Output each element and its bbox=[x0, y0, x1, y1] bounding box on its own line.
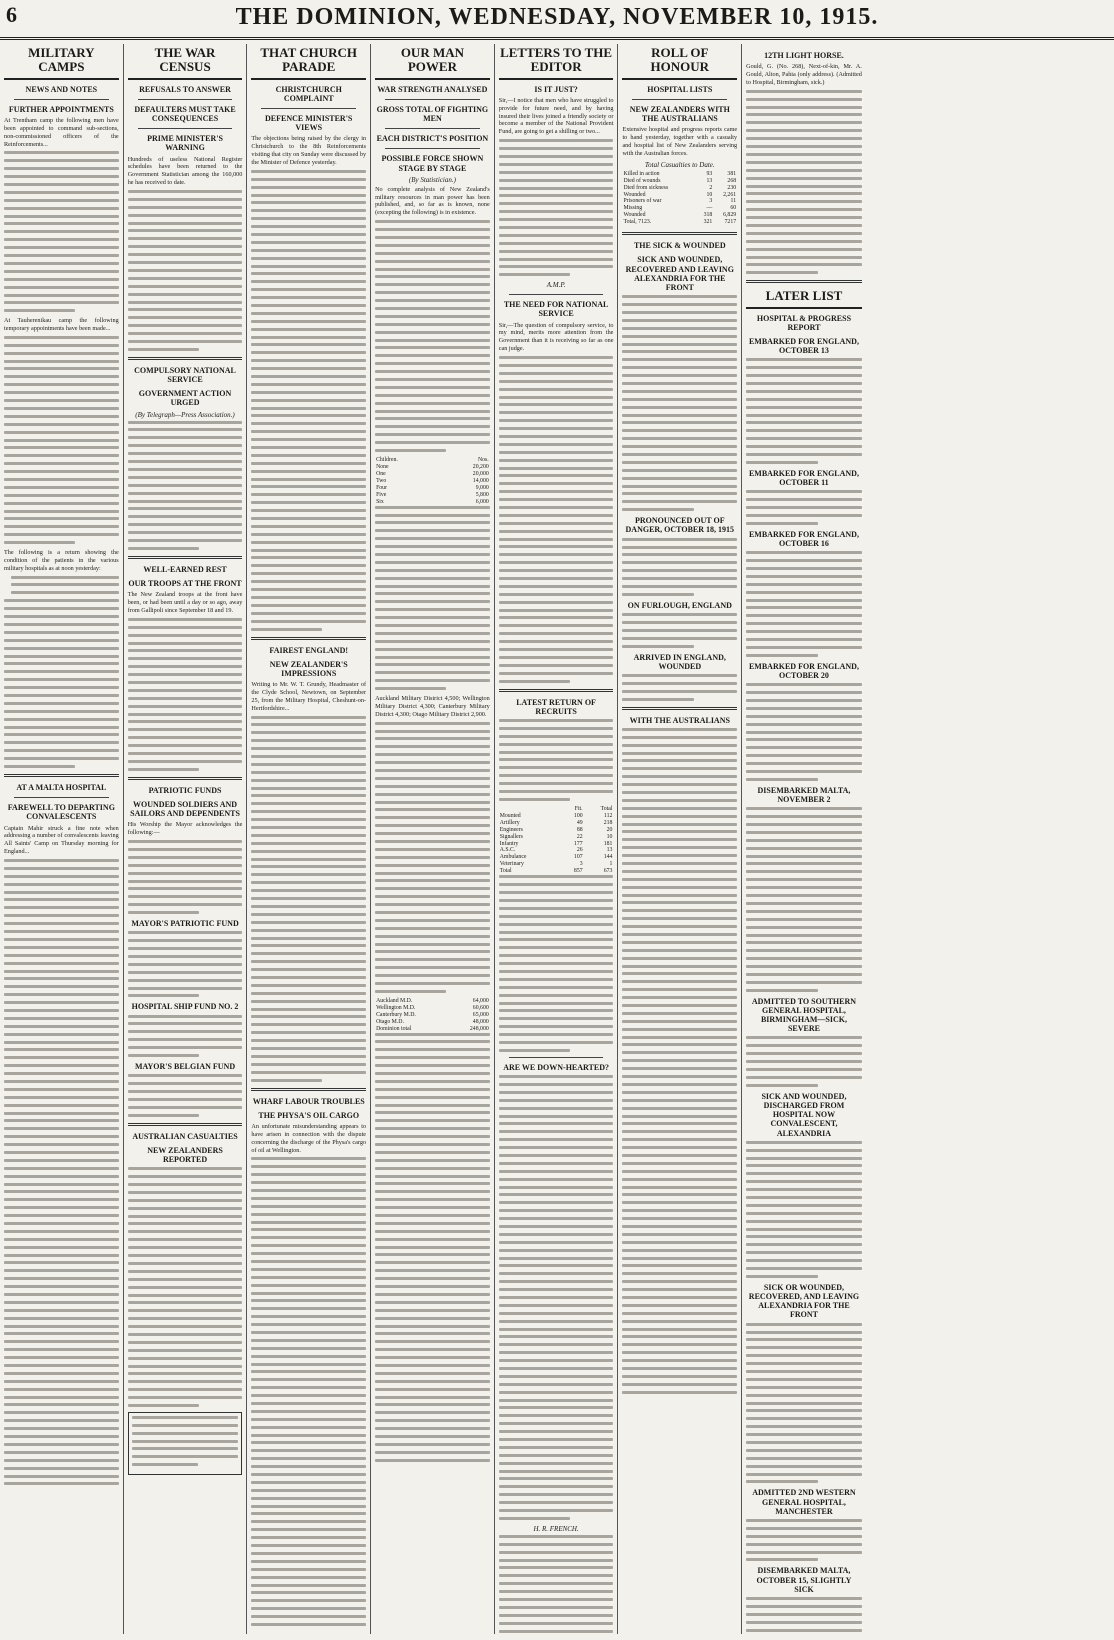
subhead: DISEMBARKED MALTA, NOVEMBER 2 bbox=[757, 785, 851, 805]
table-row: Five 5,800 bbox=[376, 491, 489, 498]
casualty-list bbox=[622, 728, 737, 1394]
page-number: 6 bbox=[6, 2, 17, 27]
subhead: SICK AND WOUNDED, DISCHARGED FROM HOSPITAL NOW CONVALESCENT, ALEXANDRIA bbox=[761, 1091, 847, 1138]
subhead: EACH DISTRICT'S POSITION bbox=[376, 134, 489, 144]
headline-church-parade: THAT CHURCH PARADE bbox=[251, 46, 366, 80]
divider bbox=[14, 99, 109, 100]
column-war-census bbox=[124, 44, 248, 1634]
advertisement bbox=[128, 1412, 243, 1475]
divider bbox=[385, 128, 480, 129]
article-lead: At Trentham camp the following men have been appointed to command sub-sections, non-commissioned officers of the Reinforcements... bbox=[4, 116, 119, 148]
table-row: Died from sickness 2 230 bbox=[623, 184, 737, 191]
column-man-power bbox=[371, 44, 495, 1634]
article-text-block bbox=[4, 151, 119, 312]
divider bbox=[509, 294, 604, 295]
subhead: HOSPITAL LISTS bbox=[647, 84, 713, 94]
casualty-list bbox=[746, 90, 862, 274]
subhead: DISEMBARKED MALTA, OCTOBER 15, SLIGHTLY SICK bbox=[756, 1566, 852, 1594]
article-text-block bbox=[375, 220, 490, 452]
masthead bbox=[0, 0, 1114, 40]
article-text-block bbox=[499, 1075, 614, 1520]
recruits-table bbox=[499, 806, 614, 876]
article-text-block bbox=[128, 421, 243, 550]
article-text-block bbox=[499, 719, 614, 801]
subhead: AT A MALTA HOSPITAL bbox=[16, 782, 107, 792]
subhead: ARRIVED IN ENGLAND, WOUNDED bbox=[633, 652, 726, 671]
article-text-block bbox=[499, 875, 614, 1052]
subhead: REFUSALS TO ANSWER bbox=[139, 84, 231, 94]
table-header: Children. Nos. bbox=[376, 456, 489, 463]
subhead: OUR TROOPS AT THE FRONT bbox=[128, 579, 242, 589]
table-row: Wellington M.D. 60,600 bbox=[376, 1004, 489, 1011]
article-text-block bbox=[375, 722, 490, 993]
subhead: 12TH LIGHT HORSE. bbox=[764, 51, 844, 60]
article-paragraph: Auckland Military District 4,500; Wellington Military District 4,300; Canterbury Military District 4,300; Otago Military District 2,900. bbox=[375, 694, 490, 718]
table-row: Six 6,000 bbox=[376, 498, 489, 505]
table-row: Engineers 88 20 bbox=[499, 826, 613, 833]
casualty-list bbox=[622, 538, 737, 596]
subhead: EMBARKED FOR ENGLAND, OCTOBER 13 bbox=[748, 336, 859, 356]
subhead: WELL-EARNED REST bbox=[143, 564, 227, 574]
letter-signature: H. R. FRENCH. bbox=[533, 1524, 579, 1533]
table-row: Killed in action 93 381 bbox=[623, 170, 737, 177]
divider bbox=[622, 232, 737, 235]
casualty-list bbox=[746, 551, 862, 657]
article-text-block bbox=[128, 190, 243, 351]
column-military-camps bbox=[0, 44, 124, 1634]
table-row: Signallers 22 10 bbox=[499, 833, 613, 840]
table-total: Dominion total 248,000 bbox=[376, 1025, 489, 1032]
article-text-block bbox=[128, 1167, 243, 1407]
casualty-list bbox=[622, 613, 737, 648]
column-roll-of-honour bbox=[618, 44, 742, 1634]
article-paragraph: The following is a return showing the condition of the patients in the various military hospitals as at noon yesterday: bbox=[4, 548, 119, 572]
headline-war-census: THE WAR CENSUS bbox=[128, 46, 243, 80]
divider bbox=[128, 1123, 243, 1126]
column-casualty-lists bbox=[742, 44, 866, 1634]
subhead: THE NEED FOR NATIONAL SERVICE bbox=[503, 300, 609, 319]
letter-text: Sir,—I notice that men who have struggled to provide for future need, and by having insured their lives joined a friendly society or become a member of the National Provident Fund, are going to get a shilling or two... bbox=[498, 96, 614, 136]
article-paragraph: The New Zealand troops at the front have been, or had been until a day or so ago, away from Gallipoli since September 18 and 19. bbox=[127, 591, 243, 614]
casualty-list bbox=[746, 1597, 862, 1634]
subhead: EMBARKED FOR ENGLAND, OCTOBER 16 bbox=[748, 529, 859, 549]
article-paragraph: An unfortunate misunderstanding appears to have arisen in connection with the dispute concerning the discharge of the Physa's cargo of oil at Wellington. bbox=[251, 1122, 367, 1154]
casualty-list bbox=[746, 1036, 862, 1086]
casualty-entry: Gould, G. (No. 268), Next-of-kin, Mr. A. Gould, Alton, Pahia (only address). (Admitted to Hospital, Birmingham, sick.) bbox=[746, 63, 862, 86]
headline-letters: LETTERS TO THE EDITOR bbox=[499, 46, 614, 80]
divider bbox=[138, 99, 233, 100]
article-paragraph: Writing to Mr. W. T. Grundy, Headmaster of the Clyde School, Newtown, on September 25, from the Military Hospital, Cheshunt-on-Hertfordshire... bbox=[251, 681, 367, 712]
headline-roll-of-honour: ROLL OF HONOUR bbox=[622, 46, 737, 80]
article-text-block bbox=[251, 170, 366, 631]
letter-text: Sir,—The question of compulsory service, to my mind, merits more attention from the Government than it is receiving so far as one can judge. bbox=[498, 321, 614, 353]
byline: (By Statistician.) bbox=[408, 175, 456, 184]
subhead: SICK AND WOUNDED, RECOVERED AND LEAVING ALEXANDRIA FOR THE FRONT bbox=[625, 255, 734, 293]
article-text-block bbox=[4, 859, 119, 1485]
subhead: COMPULSORY NATIONAL SERVICE bbox=[134, 365, 236, 385]
subhead: GROSS TOTAL OF FIGHTING MEN bbox=[376, 104, 489, 123]
divider bbox=[632, 99, 727, 100]
subhead: NEW ZEALANDERS WITH THE AUSTRALIANS bbox=[629, 104, 730, 123]
table-caption: Total Casualties to Date. bbox=[644, 160, 715, 169]
casualty-list bbox=[746, 490, 862, 525]
casualty-list bbox=[746, 1323, 862, 1484]
subhead: PRONOUNCED OUT OF DANGER, OCTOBER 18, 1915 bbox=[625, 516, 735, 535]
table-row: Auckland M.D. 64,000 bbox=[376, 997, 489, 1004]
casualty-list bbox=[746, 358, 862, 464]
table-row: Four 9,000 bbox=[376, 484, 489, 491]
divider bbox=[622, 707, 737, 710]
subhead: THE PHYSA'S OIL CARGO bbox=[258, 1110, 360, 1120]
subhead: MAYOR'S PATRIOTIC FUND bbox=[131, 919, 239, 929]
divider bbox=[385, 148, 480, 149]
divider bbox=[499, 689, 614, 692]
subhead: WOUNDED SOLDIERS AND SAILORS AND DEPENDENTS bbox=[130, 799, 240, 819]
article-text-block bbox=[375, 1033, 490, 1462]
subhead: NEW ZEALANDERS REPORTED bbox=[147, 1145, 223, 1165]
subhead: CHRISTCHURCH COMPLAINT bbox=[275, 84, 342, 103]
table-row: Wounded 318 6,829 bbox=[623, 212, 737, 219]
table-row: Infantry 177 181 bbox=[499, 840, 613, 847]
advertisement-text bbox=[499, 1535, 614, 1634]
article-text-block bbox=[4, 336, 119, 544]
table-row: Wounded 10 2,261 bbox=[623, 191, 737, 198]
article-paragraph: Captain Mahir struck a fine note when addressing a number of convalescents leaving All Saints' Camp on Thursday morning for England... bbox=[4, 824, 119, 856]
subhead: FAREWELL TO DEPARTING CONVALESCENTS bbox=[7, 803, 115, 822]
subhead: LATEST RETURN OF RECRUITS bbox=[516, 697, 596, 716]
article-paragraph: His Worship the Mayor acknowledges the following:— bbox=[127, 821, 243, 837]
divider bbox=[746, 280, 862, 283]
subhead: HOSPITAL SHIP FUND NO. 2 bbox=[131, 1002, 239, 1012]
divider bbox=[509, 1057, 604, 1058]
byline: (By Telegraph—Press Association.) bbox=[135, 410, 235, 419]
divider bbox=[251, 1088, 366, 1091]
subhead: POSSIBLE FORCE SHOWN STAGE BY STAGE bbox=[381, 154, 484, 173]
casualty-list bbox=[622, 674, 737, 701]
letter-signature: A.M.P. bbox=[546, 281, 566, 290]
subhead: DEFAULTERS MUST TAKE CONSEQUENCES bbox=[134, 104, 236, 123]
newspaper-columns bbox=[0, 44, 1114, 1634]
newspaper-title: THE DOMINION, WEDNESDAY, NOVEMBER 10, 1915. bbox=[235, 4, 879, 30]
casualty-list bbox=[746, 1141, 862, 1278]
subhead: WAR STRENGTH ANALYSED bbox=[377, 84, 488, 94]
subhead: FAIREST ENGLAND! bbox=[269, 645, 349, 655]
table-header: Fit. Total bbox=[574, 805, 613, 812]
divider bbox=[138, 128, 233, 129]
table-row: Ambulance 107 144 bbox=[499, 854, 613, 861]
subhead: GOVERNMENT ACTION URGED bbox=[138, 389, 232, 408]
divider bbox=[128, 777, 243, 780]
article-text-block bbox=[375, 506, 490, 690]
article-text-block bbox=[4, 576, 119, 768]
table-row: Veterinary 3 1 bbox=[499, 861, 613, 868]
divider bbox=[128, 556, 243, 559]
district-table bbox=[375, 998, 490, 1033]
article-text-block bbox=[128, 618, 243, 771]
casualty-list bbox=[746, 683, 862, 781]
divider bbox=[128, 357, 243, 360]
table-row: Prisoners of war 3 11 bbox=[623, 198, 737, 205]
subhead: WHARF LABOUR TROUBLES bbox=[252, 1096, 365, 1106]
subhead: PATRIOTIC FUNDS bbox=[148, 785, 222, 795]
article-text-block bbox=[499, 356, 614, 683]
casualty-list bbox=[746, 1519, 862, 1561]
subhead: WITH THE AUSTRALIANS bbox=[629, 715, 730, 725]
subhead: HOSPITAL & PROGRESS REPORT bbox=[756, 313, 852, 332]
subhead: AUSTRALIAN CASUALTIES bbox=[132, 1131, 238, 1141]
divider bbox=[261, 108, 356, 109]
casualty-list bbox=[622, 295, 737, 511]
table-total: Total, 7123. 321 7217 bbox=[623, 219, 737, 226]
headline-later-list: LATER LIST bbox=[746, 289, 862, 308]
article-lead: Extensive hospital and progress reports came to hand yesterday, together with a casualty and hospital list of New Zealanders serving with the Australian forces. bbox=[622, 126, 738, 157]
subhead: PRIME MINISTER'S WARNING bbox=[147, 134, 223, 153]
subhead: DEFENCE MINISTER'S VIEWS bbox=[265, 113, 353, 133]
subhead: THE SICK & WOUNDED bbox=[633, 241, 726, 251]
subhead: NEW ZEALANDER'S IMPRESSIONS bbox=[269, 659, 348, 678]
subscription-list bbox=[128, 840, 243, 914]
table-row: Otago M.D. 48,000 bbox=[376, 1018, 489, 1025]
divider bbox=[385, 99, 480, 100]
table-row: Missing — 60 bbox=[623, 205, 737, 212]
subhead: EMBARKED FOR ENGLAND, OCTOBER 20 bbox=[748, 661, 859, 680]
column-letters bbox=[495, 44, 619, 1634]
table-row: Died of wounds 13 268 bbox=[623, 177, 737, 184]
subhead: NEWS AND NOTES bbox=[25, 84, 98, 94]
article-text-block bbox=[499, 139, 614, 276]
table-row: None 20,200 bbox=[376, 463, 489, 470]
subhead: IS IT JUST? bbox=[534, 84, 578, 94]
subhead: MAYOR'S BELGIAN FUND bbox=[134, 1062, 236, 1072]
divider bbox=[4, 774, 119, 777]
subhead: ADMITTED 2ND WESTERN GENERAL HOSPITAL, MANCHESTER bbox=[752, 1488, 856, 1516]
subscription-list bbox=[128, 931, 243, 997]
article-lead: Hundreds of useless National Register schedules have been returned to the Government Statistician among the 160,000 he has received to date. bbox=[127, 155, 243, 187]
article-lead: The objections being raised by the clergy in Christchurch to the 8th Reinforcements visiting that city on Sunday were discussed by the Minister of Defence yesterday. bbox=[251, 135, 367, 166]
casualties-table bbox=[622, 171, 737, 227]
subhead: EMBARKED FOR ENGLAND, OCTOBER 11 bbox=[748, 468, 859, 488]
column-church-parade bbox=[247, 44, 371, 1634]
divider bbox=[14, 797, 109, 798]
table-row: A.S.C. 26 13 bbox=[499, 847, 613, 854]
casualty-list bbox=[746, 807, 862, 991]
table-row: Canterbury M.D. 65,000 bbox=[376, 1011, 489, 1018]
subhead: ADMITTED TO SOUTHERN GENERAL HOSPITAL, BIRMINGHAM—SICK, SEVERE bbox=[751, 996, 857, 1034]
children-table bbox=[375, 457, 490, 506]
subhead: ARE WE DOWN-HEARTED? bbox=[503, 1062, 609, 1072]
table-total: Total 857 673 bbox=[499, 868, 613, 875]
headline-military-camps: MILITARY CAMPS bbox=[4, 46, 119, 80]
table-row: Two 14,000 bbox=[376, 477, 489, 484]
subhead: ON FURLOUGH, ENGLAND bbox=[627, 600, 732, 610]
article-text-block bbox=[251, 716, 366, 1082]
article-paragraph: At Tauherenikau camp the following temporary appointments have been made... bbox=[4, 317, 119, 333]
table-row: Artillery 49 218 bbox=[499, 819, 613, 826]
subscription-list bbox=[128, 1015, 243, 1057]
subscription-list bbox=[128, 1074, 243, 1116]
article-lead: No complete analysis of New Zealand's military resources in man power has been published, and, so far as is known, none (excepting the following) is in existence. bbox=[375, 185, 490, 217]
subhead: SICK OR WOUNDED, RECOVERED, AND LEAVING ALEXANDRIA FOR THE FRONT bbox=[748, 1282, 860, 1320]
subhead: FURTHER APPOINTMENTS bbox=[8, 104, 114, 114]
article-text-block bbox=[251, 1157, 366, 1626]
table-row: One 20,000 bbox=[376, 470, 489, 477]
headline-man-power: OUR MAN POWER bbox=[375, 46, 490, 80]
table-row: Mounted 100 112 bbox=[499, 812, 613, 819]
divider bbox=[251, 637, 366, 640]
